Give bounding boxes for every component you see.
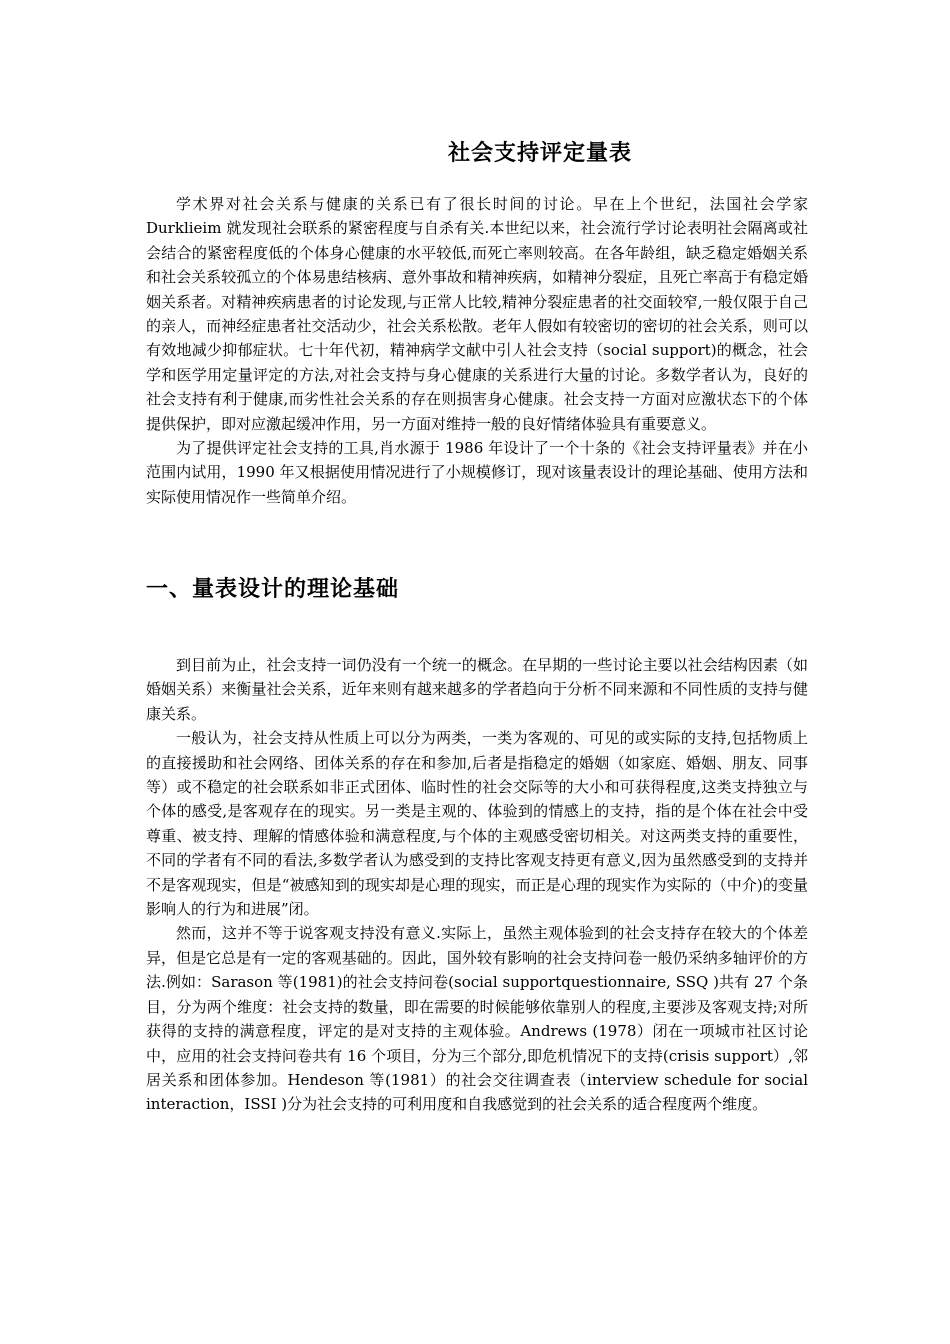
theory-section — [146, 653, 808, 1117]
section-heading-theory: 一、量表设计的理论基础 — [146, 577, 400, 602]
intro-paragraph-1: 学术界对社会关系与健康的关系已有了很长时间的讨论。早在上个世纪，法国社会学家 Durklieim 就发现社会联系的紧密程度与自杀有关.本世纪以来，社会流行学讨论表明社会隔离或社会结合的紧密程度低的个体身心健康的水平较低,而死亡率则较高。在各年龄组，缺乏稳定婚姻关系和社会关系较孤立的个体易患结核病、意外事故和精神疾病，如精神分裂症，且死亡率高于有稳定婚姻关系者。对精神疾病患者的讨论发现,与正常人比较,精神分裂症患者的社交面较窄,一般仅限于自己的亲人，而神经症患者社交活动少，社会关系松散。老年人假如有较密切的密切的社会关系，则可以有效地减少抑郁症状。七十年代初，精神病学文献中引人社会支持（social support)的概念，社会学和医学用定量评定的方法,对社会支持与身心健康的关系进行大量的讨论。多数学者认为，良好的社会支持有利于健康,而劣性社会关系的存在则损害身心健康。社会支持一方面对应激状态下的个体提供保护，即对应激起缓冲作用，另一方面对维持一般的良好情绪体验具有重要意义。 — [146, 195, 808, 433]
intro-section — [146, 192, 808, 509]
theory-paragraph-1: 到目前为止，社会支持一词仍没有一个统一的概念。在早期的一些讨论主要以社会结构因素（如婚姻关系）来衡量社会关系，近年来则有越来越多的学者趋向于分析不同来源和不同性质的支持与健康关系。 — [146, 656, 808, 723]
intro-paragraph-2: 为了提供评定社会支持的工具,肖水源于 1986 年设计了一个十条的《社会支持评量表》并在小范围内试用，1990 年又根据使用情况进行了小规模修订，现对该量表设计的理论基础、使用方法和实际使用情况作一些简单介绍。 — [146, 439, 808, 506]
theory-paragraph-3: 然而，这并不等于说客观支持没有意义.实际上，虽然主观体验到的社会支持存在较大的个体差异，但是它总是有一定的客观基础的。因此，国外较有影响的社会支持问卷一般仍采纳多轴评价的方法.例如：Sarason 等(1981)的社会支持问卷(social supportquestionnaire, SSQ )共有 27 个条目，分为两个维度：社会支持的数量，即在需要的时候能够依靠别人的程度,主要涉及客观支持;对所获得的支持的满意程度，评定的是对支持的主观体验。Andrews (1978）闭在一项城市社区讨论中，应用的社会支持问卷共有 16 个项目，分为三个部分,即危机情况下的支持(crisis support）,邻居关系和团体参加。Hendeson 等(1981）的社会交往调查表（interview schedule for social interaction，ISSI )分为社会支持的可利用度和自我感觉到的社会关系的适合程度两个维度。 — [146, 924, 808, 1114]
document-title: 社会支持评定量表 — [447, 141, 632, 166]
theory-paragraph-2: 一般认为，社会支持从性质上可以分为两类，一类为客观的、可见的或实际的支持,包括物质上的直接援助和社会网络、团体关系的存在和参加,后者是指稳定的婚姻（如家庭、婚姻、朋友、同事等）或不稳定的社会联系如非正式团体、临时性的社会交际等的大小和可获得程度,这类支持独立与个体的感受,是客观存在的现实。另一类是主观的、体验到的情感上的支持，指的是个体在社会中受尊重、被支持、理解的情感体验和满意程度,与个体的主观感受密切相关。对这两类支持的重要性，不同的学者有不同的看法,多数学者认为感受到的支持比客观支持更有意义,因为虽然感受到的支持并不是客观现实，但是“被感知到的现实却是心理的现实，而正是心理的现实作为实际的（中介)的变量影响人的行为和进展”闭。 — [146, 729, 808, 919]
